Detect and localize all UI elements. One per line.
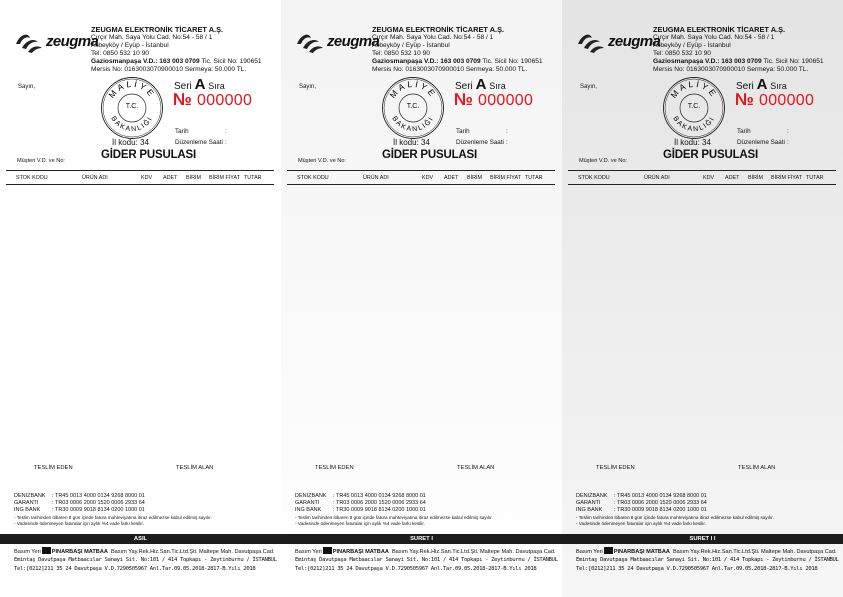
- serial-number: [454, 90, 533, 110]
- tax-office: Gaziosmanpaşa V.D.: 163 003 0709: [372, 58, 481, 66]
- sayin-label: Sayın,: [299, 84, 317, 90]
- bank-row: DENIZBANK : TR45 0013 4000 0134 9268 8000 01: [14, 493, 145, 499]
- printer-info: [295, 547, 558, 573]
- table-header: [568, 170, 836, 185]
- col-tutar: TUTAR: [806, 175, 824, 181]
- seri-label: Seri: [174, 81, 192, 92]
- mersis-number: Mersis No: 0163003070900010 Sermeya: 50.000 TL.: [91, 66, 247, 74]
- serial-number: [173, 90, 252, 110]
- col-kdv: KDV: [422, 175, 434, 181]
- zeugma-logo-icon: [295, 30, 325, 54]
- printer-suffix: Basım Yay.Rek.Hiz.San.Tic.Ltd.Şti. Maltepe Mah. Davutpaşa Cad.: [391, 549, 556, 555]
- company-name: ZEUGMA ELEKTRONİK TİCARET A.Ş.: [653, 25, 786, 34]
- bank-row: GARANTI : TR03 0006 2000 1520 0006 2933 64: [576, 499, 707, 506]
- company-name: ZEUGMA ELEKTRONİK TİCARET A.Ş.: [91, 25, 224, 34]
- printer-tax-line: Tel:[0212]211 35 24 Davutpaşa V.D.7290505967 Anl.Tar.09.05.2018-2817-B.Yılı 2018: [14, 565, 256, 572]
- serial-number-value: 000000: [478, 92, 534, 109]
- printer-prefix: Basım Yeri: [14, 549, 41, 555]
- invoice-sheet: [562, 0, 843, 597]
- numero-sign: №: [454, 90, 474, 109]
- document-title: GİDER PUSULASI: [101, 149, 196, 161]
- note-line: - Vadesinde ödenmeyen faturalar için aylık %4 vade farkı kesilir.: [14, 520, 144, 526]
- company-name: ZEUGMA ELEKTRONİK TİCARET A.Ş.: [372, 25, 505, 34]
- col-birim: BİRİM: [467, 175, 482, 181]
- col-birim: BİRİM: [186, 175, 201, 181]
- zeugma-logo-icon: [576, 30, 606, 54]
- bank-row: ING BANK : TR30 0009 9018 8134 0200 1000 01: [576, 506, 707, 513]
- printer-info: [576, 547, 839, 573]
- col-adet: ADET: [163, 175, 178, 181]
- note-line: - Teslim tarihinden itibaren 8 gün içinde fatura muhteviyatına itiraz edilmezse kabul edilmiş sayılır.: [576, 515, 774, 520]
- tax-office: Gaziosmanpaşa V.D.: 163 003 0709: [653, 58, 762, 66]
- duzenleme-saati-label: Düzenleme Saati: [456, 139, 504, 146]
- col-urun-adi: ÜRÜN ADI: [363, 175, 389, 181]
- col-stok-kodu: STOK KODU: [16, 175, 48, 181]
- printer-address: Emintaş Davutpaşa Matbaacılar Sanayi Sit. No:101 / 414 Topkapı - Zeytinburnu / İSTANBUL: [14, 557, 277, 564]
- col-birim-fiyat: BİRİM FİYAT: [771, 175, 802, 181]
- bank-accounts: [576, 493, 707, 513]
- mersis-number: Mersis No: 0163003070900010 Sermeya: 50.000 TL.: [372, 66, 528, 74]
- col-birim: BİRİM: [748, 175, 763, 181]
- sira-label: Sıra: [208, 81, 225, 91]
- bank-row: DENIZBANK : TR45 0013 4000 0134 9268 8000 01: [576, 493, 707, 499]
- seal-center-text: T.C.: [406, 103, 420, 110]
- col-tutar: TUTAR: [244, 175, 262, 181]
- table-header: [287, 170, 555, 185]
- col-birim-fiyat: BİRİM FİYAT: [490, 175, 521, 181]
- address-line-2: Alibeyköy / Eyüp - İstanbul: [372, 42, 450, 50]
- note-line: - Teslim tarihinden itibaren 8 gün içinde fatura muhteviyatına itiraz edilmezse kabul edilmiş sayılır.: [295, 515, 493, 520]
- invoice-sheet: [0, 0, 281, 597]
- numero-sign: №: [735, 90, 755, 109]
- payment-notes: [576, 515, 774, 526]
- bank-accounts: [295, 493, 426, 513]
- invoice-sheet: [281, 0, 562, 597]
- teslim-eden-label: TESLİM EDEN: [596, 465, 635, 471]
- svg-text:BAKANLIĞI: BAKANLIĞI: [109, 115, 155, 134]
- svg-text:BAKANLIĞI: BAKANLIĞI: [390, 115, 436, 134]
- il-kodu: İl kodu: 34: [112, 138, 149, 147]
- sira-label: Sıra: [489, 81, 506, 91]
- company-info: [91, 26, 262, 75]
- teslim-alan-label: TESLİM ALAN: [738, 465, 776, 471]
- seri-value: A: [194, 76, 206, 93]
- bank-row: ING BANK : TR30 0009 9018 8134 0200 1000 01: [14, 506, 145, 513]
- payment-notes: [295, 515, 493, 526]
- col-adet: ADET: [444, 175, 459, 181]
- duzenleme-saati-label: Düzenleme Saati: [175, 139, 223, 146]
- trade-registry: Tic. Sicil No: 190651: [201, 58, 262, 66]
- payment-notes: [14, 515, 212, 526]
- il-kodu: İl kodu: 34: [393, 138, 430, 147]
- printer-logo-icon: [323, 547, 332, 554]
- document-title: GİDER PUSULASI: [663, 149, 758, 161]
- address-line-1: Çırçır Mah. Saya Yolu Cad. No:54 - 58 / 1: [372, 34, 494, 42]
- sayin-label: Sayın,: [580, 84, 598, 90]
- serial-number: [735, 90, 814, 110]
- seri-value: A: [756, 76, 768, 93]
- svg-text:MALİYE: MALİYE: [387, 78, 439, 100]
- bank-row: ING BANK : TR30 0009 9018 8134 0200 1000 01: [295, 506, 426, 513]
- sayin-label: Sayın,: [18, 84, 36, 90]
- logo-text: zeugma: [46, 33, 99, 50]
- svg-text:BAKANLIĞI: BAKANLIĞI: [671, 115, 717, 134]
- bank-row: DENIZBANK : TR45 0013 4000 0134 9268 8000 01: [295, 493, 426, 499]
- col-tutar: TUTAR: [525, 175, 543, 181]
- seri-label: Seri: [736, 81, 754, 92]
- tax-office: Gaziosmanpaşa V.D.: 163 003 0709: [91, 58, 200, 66]
- note-line: - Vadesinde ödenmeyen faturalar için aylık %4 vade farkı kesilir.: [576, 520, 706, 526]
- address-line-2: Alibeyköy / Eyüp - İstanbul: [91, 42, 169, 50]
- logo-text: zeugma: [327, 33, 380, 50]
- svg-text:MALİYE: MALİYE: [106, 78, 158, 100]
- company-info: [372, 26, 543, 75]
- printer-address: Emintaş Davutpaşa Matbaacılar Sanayi Sit. No:101 / 414 Topkapı - Zeytinburnu / İSTANBUL: [295, 557, 558, 564]
- il-kodu: İl kodu: 34: [674, 138, 711, 147]
- printer-prefix: Basım Yeri: [295, 549, 322, 555]
- printer-info: [14, 547, 277, 573]
- seri-label: Seri: [455, 81, 473, 92]
- document-title: GİDER PUSULASI: [382, 149, 477, 161]
- copy-label: ASIL: [0, 534, 281, 544]
- col-kdv: KDV: [141, 175, 153, 181]
- printer-logo-icon: [42, 547, 51, 554]
- numero-sign: №: [173, 90, 193, 109]
- printer-address: Emintaş Davutpaşa Matbaacılar Sanayi Sit. No:101 / 414 Topkapı - Zeytinburnu / İSTANBUL: [576, 557, 839, 564]
- customer-tax-label: Müşteri V.D. ve No:: [579, 158, 627, 164]
- col-urun-adi: ÜRÜN ADI: [82, 175, 108, 181]
- sira-label: Sıra: [770, 81, 787, 91]
- col-adet: ADET: [725, 175, 740, 181]
- teslim-alan-label: TESLİM ALAN: [457, 465, 495, 471]
- seal-center-text: T.C.: [687, 103, 701, 110]
- logo-text: zeugma: [608, 33, 661, 50]
- note-line: - Teslim tarihinden itibaren 8 gün içinde fatura muhteviyatına itiraz edilmezse kabul edilmiş sayılır.: [14, 515, 212, 520]
- bank-row: GARANTI : TR03 0006 2000 1520 0006 2933 64: [295, 499, 426, 506]
- teslim-eden-label: TESLİM EDEN: [34, 465, 73, 471]
- table-header: [6, 170, 274, 185]
- company-info: [653, 26, 824, 75]
- note-line: - Vadesinde ödenmeyen faturalar için aylık %4 vade farkı kesilir.: [295, 520, 425, 526]
- customer-tax-label: Müşteri V.D. ve No:: [298, 158, 346, 164]
- date-fields: Tarih : Düzenleme Saati :: [175, 128, 227, 146]
- serial-number-value: 000000: [759, 92, 815, 109]
- trade-registry: Tic. Sicil No: 190651: [482, 58, 543, 66]
- ministry-seal: [662, 76, 726, 140]
- ministry-seal: [381, 76, 445, 140]
- printer-prefix: Basım Yeri: [576, 549, 603, 555]
- trade-registry: Tic. Sicil No: 190651: [763, 58, 824, 66]
- address-line-2: Alibeyköy / Eyüp - İstanbul: [653, 42, 731, 50]
- col-birim-fiyat: BİRİM FİYAT: [209, 175, 240, 181]
- zeugma-logo-icon: [14, 30, 44, 54]
- serial-number-value: 000000: [197, 92, 253, 109]
- company-phone: Tel: 0850 532 10 90: [653, 50, 711, 58]
- teslim-alan-label: TESLİM ALAN: [176, 465, 214, 471]
- copy-label: SURET I: [281, 534, 562, 544]
- printer-name: PINARBAŞI MATBAA: [332, 549, 389, 555]
- tarih-label: Tarih: [456, 128, 470, 135]
- tarih-label: Tarih: [175, 128, 189, 135]
- address-line-1: Çırçır Mah. Saya Yolu Cad. No:54 - 58 / 1: [653, 34, 775, 42]
- col-stok-kodu: STOK KODU: [578, 175, 610, 181]
- printer-logo-icon: [604, 547, 613, 554]
- date-fields: Tarih : Düzenleme Saati :: [737, 128, 789, 146]
- bank-row: GARANTI : TR03 0006 2000 1520 0006 2933 64: [14, 499, 145, 506]
- col-kdv: KDV: [703, 175, 715, 181]
- teslim-eden-label: TESLİM EDEN: [315, 465, 354, 471]
- printer-tax-line: Tel:[0212]211 35 24 Davutpaşa V.D.7290505967 Anl.Tar.09.05.2018-2817-B.Yılı 2018: [295, 565, 537, 572]
- col-urun-adi: ÜRÜN ADI: [644, 175, 670, 181]
- date-fields: Tarih : Düzenleme Saati :: [456, 128, 508, 146]
- copy-label: SURET I I: [562, 534, 843, 544]
- printer-suffix: Basım Yay.Rek.Hiz.San.Tic.Ltd.Şti. Maltepe Mah. Davutpaşa Cad.: [110, 549, 275, 555]
- duzenleme-saati-label: Düzenleme Saati: [737, 139, 785, 146]
- address-line-1: Çırçır Mah. Saya Yolu Cad. No:54 - 58 / 1: [91, 34, 213, 42]
- printer-name: PINARBAŞI MATBAA: [51, 549, 108, 555]
- mersis-number: Mersis No: 0163003070900010 Sermeya: 50.000 TL.: [653, 66, 809, 74]
- printer-suffix: Basım Yay.Rek.Hiz.San.Tic.Ltd.Şti. Maltepe Mah. Davutpaşa Cad.: [672, 549, 837, 555]
- printer-name: PINARBAŞI MATBAA: [613, 549, 670, 555]
- col-stok-kodu: STOK KODU: [297, 175, 329, 181]
- ministry-seal: [100, 76, 164, 140]
- printer-tax-line: Tel:[0212]211 35 24 Davutpaşa V.D.7290505967 Anl.Tar.09.05.2018-2817-B.Yılı 2018: [576, 565, 818, 572]
- customer-tax-label: Müşteri V.D. ve No:: [17, 158, 65, 164]
- tarih-label: Tarih: [737, 128, 751, 135]
- company-phone: Tel: 0850 532 10 90: [372, 50, 430, 58]
- svg-text:MALİYE: MALİYE: [668, 78, 720, 100]
- seri-value: A: [475, 76, 487, 93]
- company-phone: Tel: 0850 532 10 90: [91, 50, 149, 58]
- bank-accounts: [14, 493, 145, 513]
- seal-center-text: T.C.: [125, 103, 139, 110]
